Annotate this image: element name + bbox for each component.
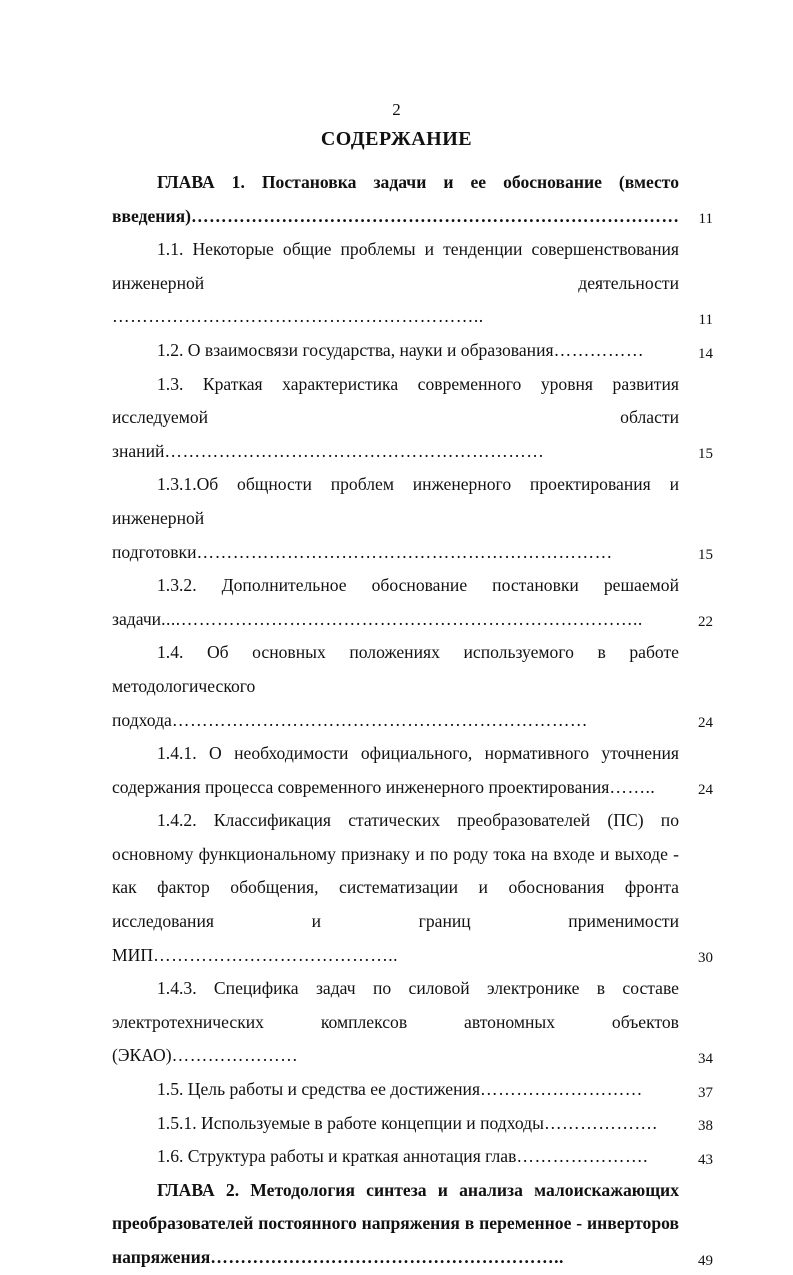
page-number: 2 <box>392 100 401 119</box>
toc-entry-text: 1.2. О взаимосвязи государства, науки и образования <box>157 339 554 360</box>
table-of-contents <box>112 166 717 1275</box>
toc-entry-page: 24 <box>698 715 713 732</box>
toc-entry-page: 34 <box>698 1051 713 1068</box>
toc-entry-leader: ………………. <box>543 1112 658 1133</box>
toc-entry-text: 1.3.1.Об общности проблем инженерного проектирования и инженерной подготовки <box>112 474 679 562</box>
toc-entry-page: 22 <box>698 614 713 631</box>
toc-entry <box>112 1174 717 1275</box>
toc-entry-text: ГЛАВА 1. Постановка задачи и ее обоснование (вместо введения) <box>112 172 679 226</box>
toc-entry-text: ГЛАВА 2. Методология синтеза и анализа малоискажающих преобразователей постоянного напряжения в переменное - инверторов напряжения <box>112 1179 679 1267</box>
toc-entry-text: 1.1. Некоторые общие проблемы и тенденции совершенствования инженерной деятельности <box>112 239 679 293</box>
toc-entry-page: 24 <box>698 782 713 799</box>
toc-entry <box>112 972 717 1073</box>
toc-entry-page: 15 <box>698 446 713 463</box>
toc-entry-leader: …………………………………………………………… <box>171 709 588 730</box>
toc-entry <box>112 166 717 233</box>
toc-entry-page: 11 <box>698 211 713 228</box>
toc-entry-leader: ………………………………………………….. <box>210 1247 564 1267</box>
toc-entry-text: 1.4.1. О необходимости официального, нормативного уточнения содержания процесса современного инженерного проектирования <box>112 743 679 797</box>
toc-entry-leader: ....………………………………………………………………….. <box>161 608 643 629</box>
toc-entry-text: 1.3.2. Дополнительное обоснование постановки решаемой задачи <box>112 575 679 629</box>
toc-entry-leader: …….. <box>609 776 656 797</box>
toc-entry-text: 1.4. Об основных положениях используемого в работе методологического подхода <box>112 642 679 730</box>
toc-entry-leader: …………………………………………………………… <box>196 541 613 562</box>
toc-entry <box>112 1107 717 1141</box>
toc-entry <box>112 468 717 569</box>
toc-entry-leader: …………………………………………………….. <box>112 306 484 327</box>
toc-entry-page: 11 <box>698 311 713 328</box>
toc-entry-leader: …………………. <box>516 1146 648 1167</box>
toc-entry <box>112 334 717 368</box>
toc-entry-leader: ………………… <box>171 1045 299 1066</box>
toc-entry-page: 14 <box>698 345 713 362</box>
toc-entry-page: 15 <box>698 547 713 564</box>
toc-entry-text: 1.5.1. Используемые в работе концепции и подходы <box>157 1112 544 1133</box>
toc-entry <box>112 368 717 469</box>
toc-entry-leader: ………………………………….. <box>153 944 399 965</box>
toc-entry-text: 1.5. Цель работы и средства ее достижения <box>157 1079 481 1100</box>
toc-entry-page: 49 <box>698 1252 713 1269</box>
toc-entry-leader: ……………………… <box>480 1079 643 1100</box>
toc-entry-page: 38 <box>698 1118 713 1135</box>
toc-entry-page: 30 <box>698 950 713 967</box>
toc-entry <box>112 737 717 804</box>
toc-entry-text: 1.4.2. Классификация статических преобразователей (ПС) по основному функциональному признаку и по роду тока на входе и выходе - как фактор обобщения, систематизации и обоснования фронта исследования и границ применимости МИП <box>112 810 679 965</box>
toc-entry-leader: …………… <box>553 339 645 360</box>
toc-entry <box>112 569 717 636</box>
toc-entry-leader: ……………………………………………………………………… <box>190 205 680 226</box>
toc-entry-page: 37 <box>698 1084 713 1101</box>
toc-entry <box>112 1073 717 1107</box>
toc-entry <box>112 1140 717 1174</box>
toc-entry <box>112 233 717 334</box>
toc-entry-text: 1.6. Структура работы и краткая аннотация глав <box>157 1146 517 1167</box>
page-title: СОДЕРЖАНИЕ <box>320 128 473 150</box>
toc-entry <box>112 804 717 972</box>
toc-entry-page: 43 <box>698 1151 713 1168</box>
toc-entry <box>112 636 717 737</box>
toc-entry-leader: ……………………………………………………… <box>164 440 545 461</box>
toc-entry-text: 1.3. Краткая характеристика современного уровня развития исследуемой области знаний <box>112 373 679 461</box>
toc-entry-text: 1.4.3. Специфика задач по силовой электронике в составе электротехнических комплексов автономных объектов (ЭКАО) <box>112 978 679 1066</box>
